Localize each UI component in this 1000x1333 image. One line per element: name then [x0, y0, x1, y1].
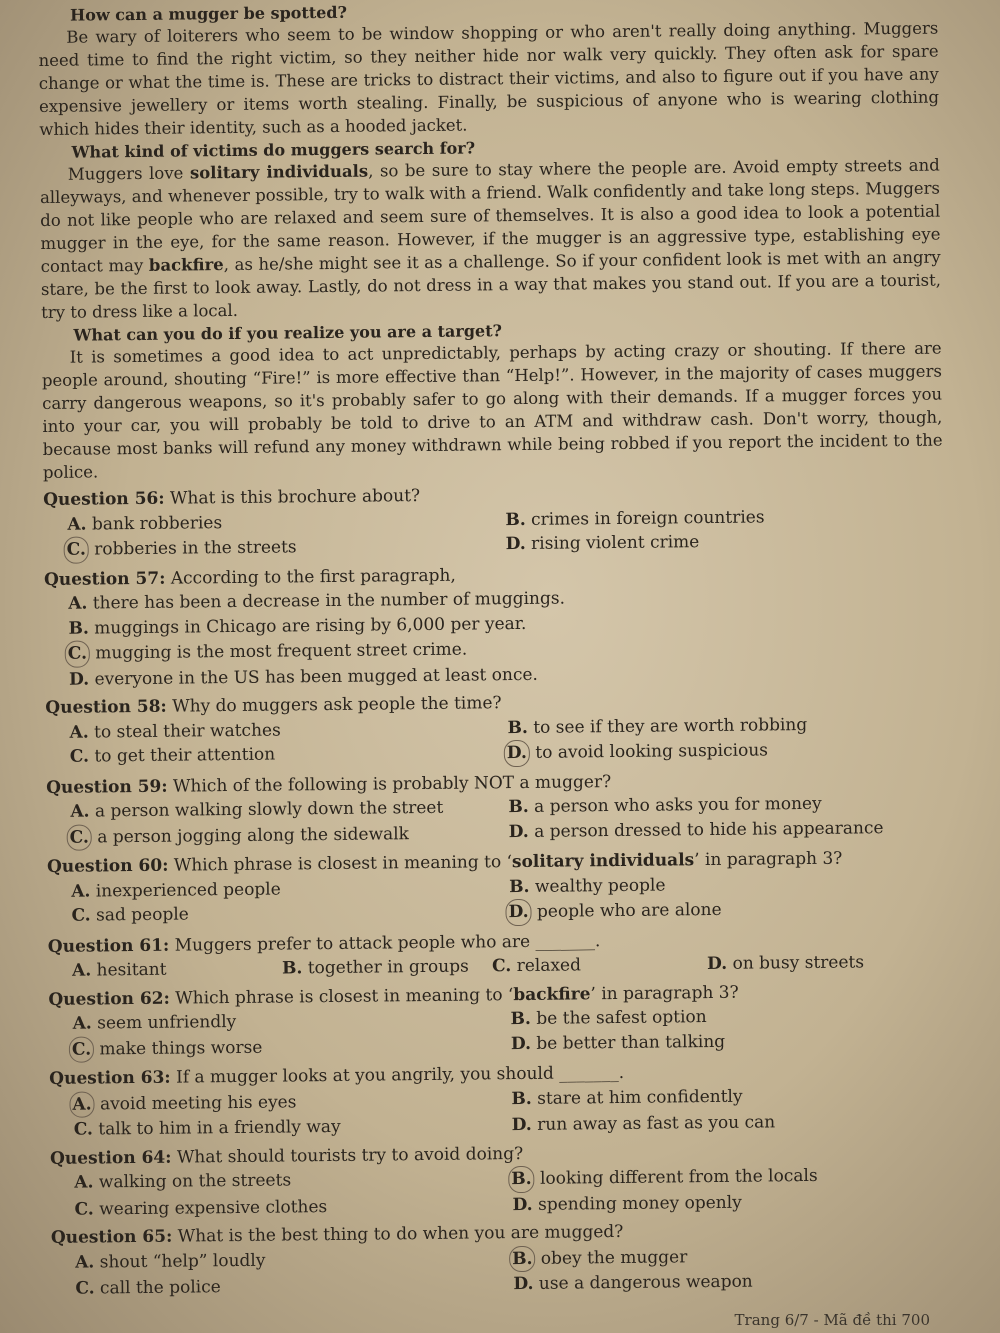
option-59d[interactable]: D. a person dressed to hide his appearance	[508, 817, 884, 842]
paragraph-target: It is sometimes a good idea to act unpredictably, perhaps by acting crazy or shouting. If there are people around, shouting “Fire!” is more effective than “Help!”. However, in the majority of cases muggers carry dangerous weapons, so it's probably safer to go along with their demands. If a mugger forces you into your car, you will probably be told to drive to an ATM and withdraw cash. Don't worry, though, because most banks will refund any money withdrawn while being robbed if you report the incident to the police.	[41, 338, 943, 482]
option-57c[interactable]: C. mugging is the most frequent street crime.	[69, 632, 945, 668]
option-63d[interactable]: D. run away as fast as you can	[511, 1112, 776, 1136]
answer-circle: A.	[69, 1091, 94, 1118]
answer-circle: B.	[509, 1245, 536, 1272]
option-64d[interactable]: D. spending money openly	[512, 1192, 742, 1215]
option-63b[interactable]: B. stare at him confidently	[511, 1086, 743, 1109]
question-57: Question 57: According to the first paragraph, A. there has been a decrease in the number of muggings. B. muggings in Chicago are rising by 6,000 per year. C. mugging is the most frequent street crime. D. everyone in the US has been mugged at least once.	[44, 558, 945, 692]
option-60b[interactable]: B. wealthy people	[509, 874, 666, 897]
answer-circle: C.	[65, 640, 90, 667]
question-56: Question 56: What is this brochure about? A. bank robberies B. crimes in foreign countries C. robberies in the streets D. rising violent crime	[43, 479, 944, 564]
option-61a[interactable]: A. hesitant	[71, 959, 167, 981]
option-60d[interactable]: D. people who are alone	[509, 895, 947, 926]
option-64c[interactable]: C. wearing expensive clothes	[74, 1196, 328, 1220]
question-60: Question 60: Which phrase is closest in meaning to ‘solitary individuals’ in paragraph 3? A. inexperienced people B. wealthy people C. sad people D. people who are alone	[47, 846, 948, 931]
option-60c[interactable]: C. sad people	[71, 904, 189, 926]
question-65: Question 65: What is the best thing to do when you are mugged? A. shout “help” loudly B. obey the mugger C. call the police D. use a dangerous weapon	[51, 1217, 952, 1302]
page-footer: Trang 6/7 - Mã đề thi 700	[734, 1311, 930, 1329]
option-59c[interactable]: C. a person jogging along the sidewalk	[71, 820, 509, 851]
answer-circle: D.	[505, 899, 531, 926]
option-63a[interactable]: A. avoid meeting his eyes	[73, 1087, 511, 1118]
option-63c[interactable]: C. talk to him in a friendly way	[73, 1116, 341, 1140]
option-57d[interactable]: D. everyone in the US has been mugged at least once.	[68, 664, 539, 690]
option-62c[interactable]: C. make things worse	[73, 1032, 511, 1063]
answer-circle: C.	[64, 536, 89, 563]
option-62b[interactable]: B. be the safest option	[510, 1007, 707, 1030]
question-61: Question 61: Muggers prefer to attack people who are _______. A. hesitant B. together in groups C. relaxed D. on busy streets	[48, 925, 948, 983]
answer-circle: C.	[69, 1036, 94, 1063]
option-58a[interactable]: A. to steal their watches	[69, 719, 281, 743]
option-58c[interactable]: C. to get their attention	[69, 744, 276, 767]
heading-spotted: How can a mugger be spotted?	[69, 2, 348, 25]
option-56b[interactable]: B. crimes in foreign countries	[505, 506, 765, 530]
option-65b[interactable]: B. obey the mugger	[513, 1241, 951, 1272]
option-62d[interactable]: D. be better than talking	[510, 1031, 726, 1054]
option-57b[interactable]: B. muggings in Chicago are rising by 6,000 per year.	[68, 613, 527, 639]
paragraph-victims: Muggers love solitary individuals, so be sure to stay where the people are. Avoid empty streets and alleyways, and whenever possible, try to walk with a friend. Walk confidently and take long steps. Muggers do not like people who are relaxed and seem sure of themselves. It is also a good idea to look a potential mugger in the eye, for the same reason. However, if the mugger is an aggressive type, establishing eye contact may backfire, as he/she might see it as a challenge. So if your confident look is met with an angry stare, be the first to look away. Lastly, do not dress in a way that makes you stand out. If you are a tourist, try to dress like a local.	[39, 155, 942, 322]
exam-page	[38, 0, 952, 1301]
option-64b[interactable]: B. looking different from the locals	[512, 1162, 950, 1193]
option-60a[interactable]: A. inexperienced people	[71, 879, 281, 902]
option-61d[interactable]: D. on busy streets	[706, 952, 865, 975]
heading-victims: What kind of victims do muggers search for?	[71, 138, 476, 162]
answer-circle: B.	[508, 1166, 535, 1193]
option-56c[interactable]: C. robberies in the streets	[68, 532, 506, 563]
option-58b[interactable]: B. to see if they are worth robbing	[507, 714, 808, 738]
option-59a[interactable]: A. a person walking slowly down the street	[70, 797, 444, 822]
term-solitary-individuals: solitary individuals	[189, 161, 369, 183]
option-64a[interactable]: A. walking on the streets	[74, 1170, 292, 1193]
option-61c[interactable]: C. relaxed	[491, 955, 582, 977]
option-57a[interactable]: A. there has been a decrease in the number of muggings.	[68, 588, 566, 614]
option-61b[interactable]: B. together in groups	[281, 956, 469, 979]
question-62: Question 62: Which phrase is closest in meaning to ‘backfire’ in paragraph 3? A. seem unfriendly B. be the safest option C. make things worse D. be better than talking	[48, 978, 949, 1063]
option-65d[interactable]: D. use a dangerous weapon	[513, 1271, 753, 1295]
option-56a[interactable]: A. bank robberies	[67, 512, 223, 535]
term-backfire: backfire	[148, 255, 224, 275]
question-58: Question 58: Why do muggers ask people the time? A. to steal their watches B. to see if they are worth robbing C. to get their attention D. to avoid looking suspicious	[45, 687, 946, 772]
question-63: Question 63: If a mugger looks at you angrily, you should _______. A. avoid meeting his eyes B. stare at him confidently C. talk to him in a friendly way D. run away as fast as you can	[49, 1058, 950, 1143]
answer-circle: C.	[67, 824, 92, 851]
option-62a[interactable]: A. seem unfriendly	[72, 1011, 237, 1034]
answer-circle: D.	[504, 740, 530, 767]
heading-target: What can you do if you realize you are a target?	[73, 321, 503, 345]
option-58d[interactable]: D. to avoid looking suspicious	[508, 736, 946, 767]
option-59b[interactable]: B. a person who asks you for money	[508, 793, 822, 818]
paragraph-spotted: Be wary of loiterers who seem to be window shopping or who aren't really doing anything. Muggers need time to find the right victim, so they neither hide nor walk very quickly. They often ask for spare change or what the time is. These are tricks to distract their victims, and also to figure out if you have any expensive jewellery or items worth stealing. Finally, be suspicious of anyone who is wearing clothing which hides their identity, such as a hooded jacket.	[38, 18, 940, 139]
question-64: Question 64: What should tourists try to avoid doing? A. walking on the streets B. looking different from the locals C. wearing expensive clothes D. spending money openly	[50, 1137, 951, 1222]
option-65c[interactable]: C. call the police	[75, 1277, 221, 1299]
option-56d[interactable]: D. rising violent crime	[505, 532, 700, 555]
question-59: Question 59: Which of the following is probably NOT a mugger? A. a person walking slowly down the street B. a person who asks you for money C. a person jogging along the sidewalk D. a person dressed to hide his appearance	[46, 766, 947, 851]
option-65a[interactable]: A. shout “help” loudly	[75, 1250, 266, 1273]
